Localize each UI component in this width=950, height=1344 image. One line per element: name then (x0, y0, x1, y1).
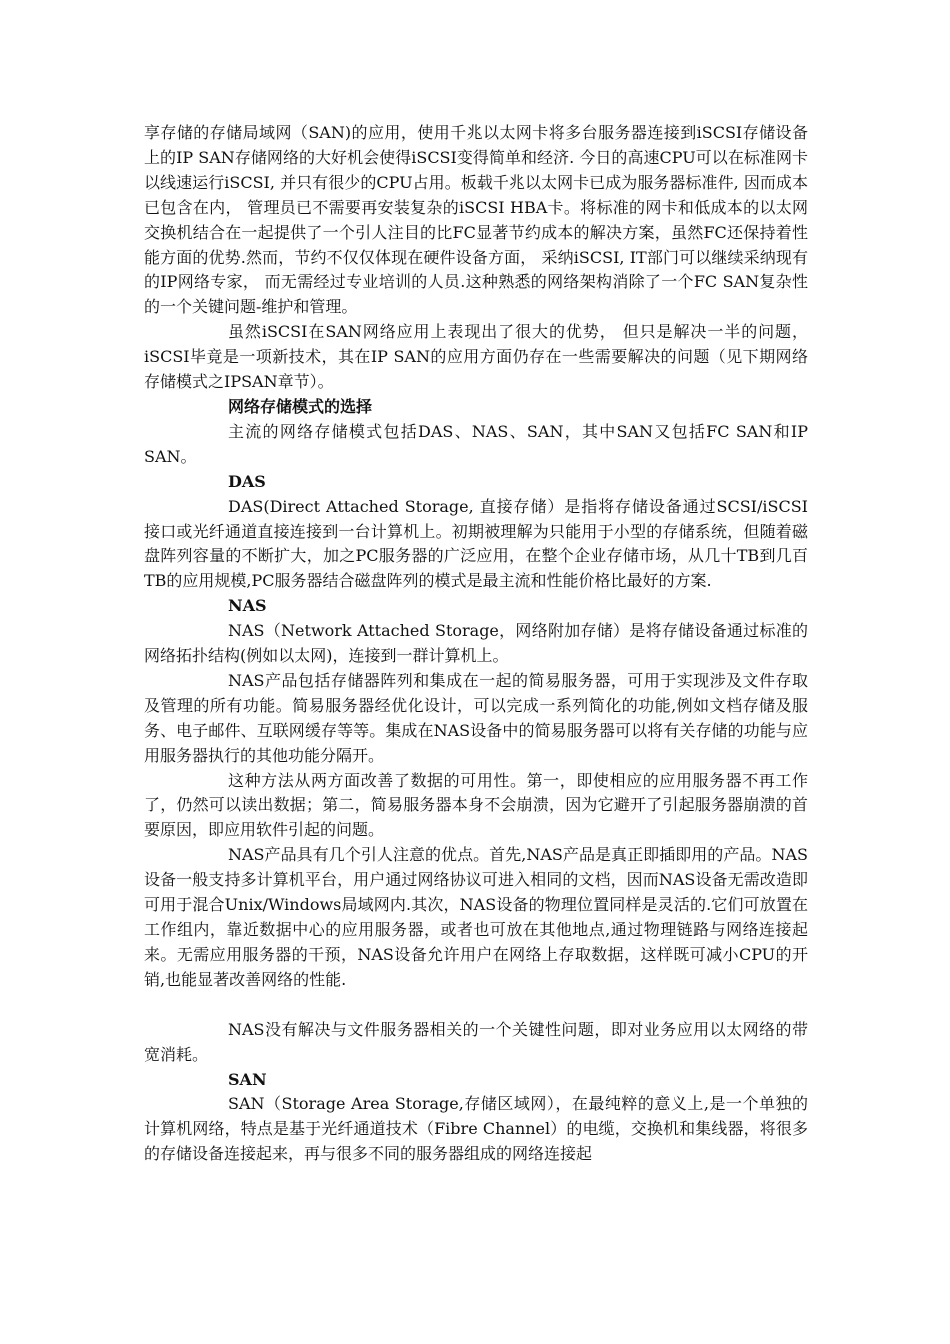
heading-nas: NAS (228, 596, 267, 616)
paragraph-nas-advantages: NAS产品具有几个引人注意的优点。首先,NAS产品是真正即插即用的产品。NAS设备一般支持多计算机平台，用户通过网络协议可进入相同的文档，因而NAS设备无需改造即可用于混合Unix/Windows局域网内.其次，NAS设备的物理位置同样是灵活的.它们可放置在工作组内，靠近数据中心的应用服务器，或者也可放在其他地点,通过物理链路与网络连接起来。无需应用服务器的干预，NAS设备允许用户在网络上存取数据，这样既可减小CPU的开销,也能显著改善网络的性能. (144, 845, 808, 989)
heading-das: DAS (228, 471, 266, 491)
heading-san: SAN (228, 1069, 267, 1089)
paragraph-nas-limitation: NAS没有解决与文件服务器相关的一个关键性问题，即对业务应用以太网络的带宽消耗。 (144, 1019, 808, 1064)
paragraph-nas-products: NAS产品包括存储器阵列和集成在一起的简易服务器，可用于实现涉及文件存取及管理的所有功能。简易服务器经优化设计，可以完成一系列简化的功能,例如文档存储及服务、电子邮件、互联网缓存等等。集成在NAS设备中的简易服务器可以将有关存储的功能与应用服务器执行的其他功能分隔开。 (144, 670, 808, 765)
paragraph-iscsi-benefits: 享存储的存储局域网（SAN)的应用，使用千兆以太网卡将多台服务器连接到iSCSI存储设备上的IP SAN存储网络的大好机会使得iSCSI变得简单和经济. 今日的高速CPU可以在标准网卡以线速运行iSCSI, 并只有很少的CPU占用。板载千兆以太网卡已成为服务器标准件, 因而成本已包含在内， 管理员已不需要再安装复杂的iSCSI HBA卡。将标准的网卡和低成本的以太网交换机结合在一起提供了一个引人注目的比FC显著节约成本的解决方案，虽然FC还保持着性能方面的优势.然而，节约不仅仅体现在硬件设备方面， 采纳iSCSI, IT部门可以继续采纳现有的IP网络专家， 而无需经过专业培训的人员.这种熟悉的网络架构消除了一个FC SAN复杂性的一个关键问题-维护和管理。 (144, 123, 808, 317)
paragraph-nas-availability: 这种方法从两方面改善了数据的可用性。第一，即使相应的应用服务器不再工作了，仍然可以读出数据；第二，简易服务器本身不会崩溃，因为它避开了引起服务器崩溃的首要原因，即应用软件引起的问题。 (144, 770, 808, 840)
heading-storage-mode-selection: 网络存储模式的选择 (228, 396, 373, 416)
paragraph-storage-modes: 主流的网络存储模式包括DAS、NAS、SAN，其中SAN又包括FC SAN和IP SAN。 (144, 421, 808, 466)
document-body (144, 121, 808, 1167)
paragraph-nas-definition: NAS（Network Attached Storage，网络附加存储）是将存储设备通过标准的网络拓扑结构(例如以太网)，连接到一群计算机上。 (144, 621, 808, 666)
paragraph-das-definition: DAS(Direct Attached Storage, 直接存储）是指将存储设备通过SCSI/iSCSI接口或光纤通道直接连接到一台计算机上。初期被理解为只能用于小型的存储系统，但随着磁盘阵列容量的不断扩大，加之PC服务器的广泛应用，在整个企业存储市场，从几十TB到几百TB的应用规模,PC服务器结合磁盘阵列的模式是最主流和性能价格比最好的方案. (144, 496, 808, 591)
paragraph-san-definition: SAN（Storage Area Storage,存储区域网），在最纯粹的意义上,是一个单独的计算机网络，特点是基于光纤通道技术（Fibre Channel）的电缆，交换机和集线器，将很多的存储设备连接起来，再与很多不同的服务器组成的网络连接起 (144, 1094, 808, 1164)
paragraph-iscsi-limits: 虽然iSCSI在SAN网络应用上表现出了很大的优势， 但只是解决一半的问题，iSCSI毕竟是一项新技术，其在IP SAN的应用方面仍存在一些需要解决的问题（见下期网络存储模式之IPSAN章节）。 (144, 322, 808, 392)
paragraph-spacer (144, 993, 808, 1018)
